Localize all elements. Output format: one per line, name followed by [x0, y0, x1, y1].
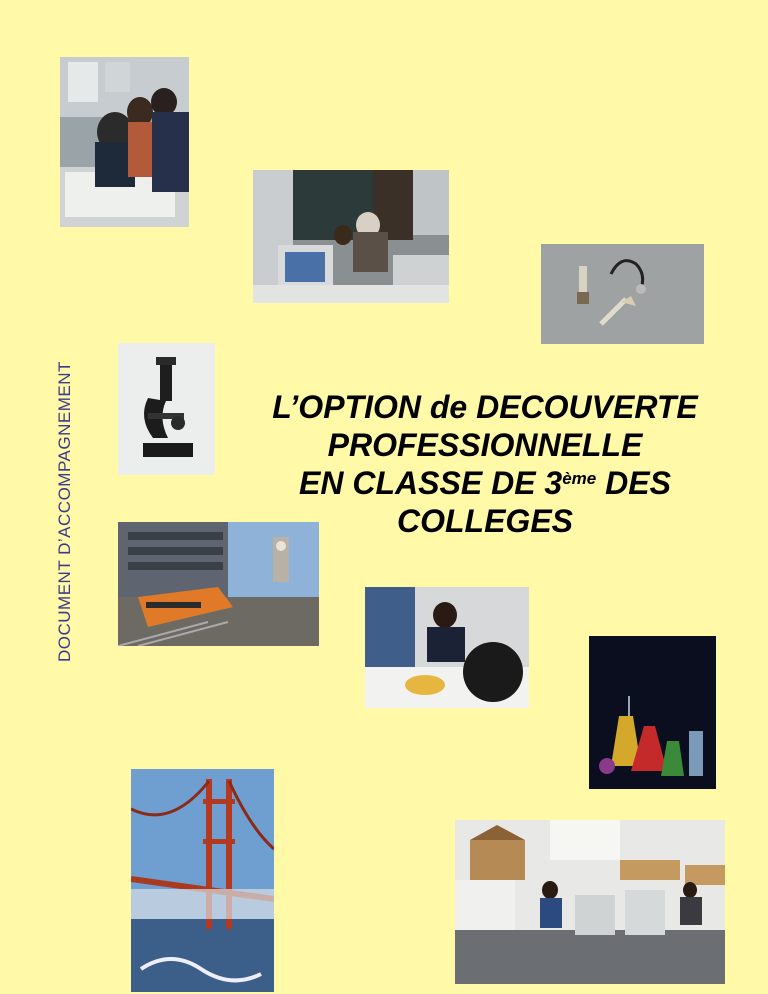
- train-station-photo: [118, 522, 319, 646]
- title-line-3: [240, 464, 730, 502]
- title-line-4: COLLEGES: [396, 503, 573, 539]
- printing-workers-photo: [60, 57, 189, 227]
- title-line-1: L’OPTION de DECOUVERTE: [272, 389, 698, 425]
- medical-instruments-photo: [541, 244, 704, 344]
- microscope-photo: [118, 343, 215, 475]
- chemistry-flasks-photo: [589, 636, 716, 789]
- title-line-2: PROFESSIONNELLE: [327, 427, 643, 463]
- technology-classroom-photo: [455, 820, 725, 984]
- page-title: [240, 388, 730, 540]
- title-line-3-prefix: EN CLASSE DE 3: [299, 465, 563, 501]
- hospitality-meeting-photo: [365, 587, 529, 708]
- title-line-3-suffix: DES: [596, 465, 671, 501]
- side-label: DOCUMENT D’ACCOMPAGNEMENT: [55, 361, 74, 662]
- computer-office-photo: [253, 170, 449, 303]
- golden-gate-bridge-photo: [131, 769, 274, 992]
- title-line-3-sup: ème: [562, 469, 597, 488]
